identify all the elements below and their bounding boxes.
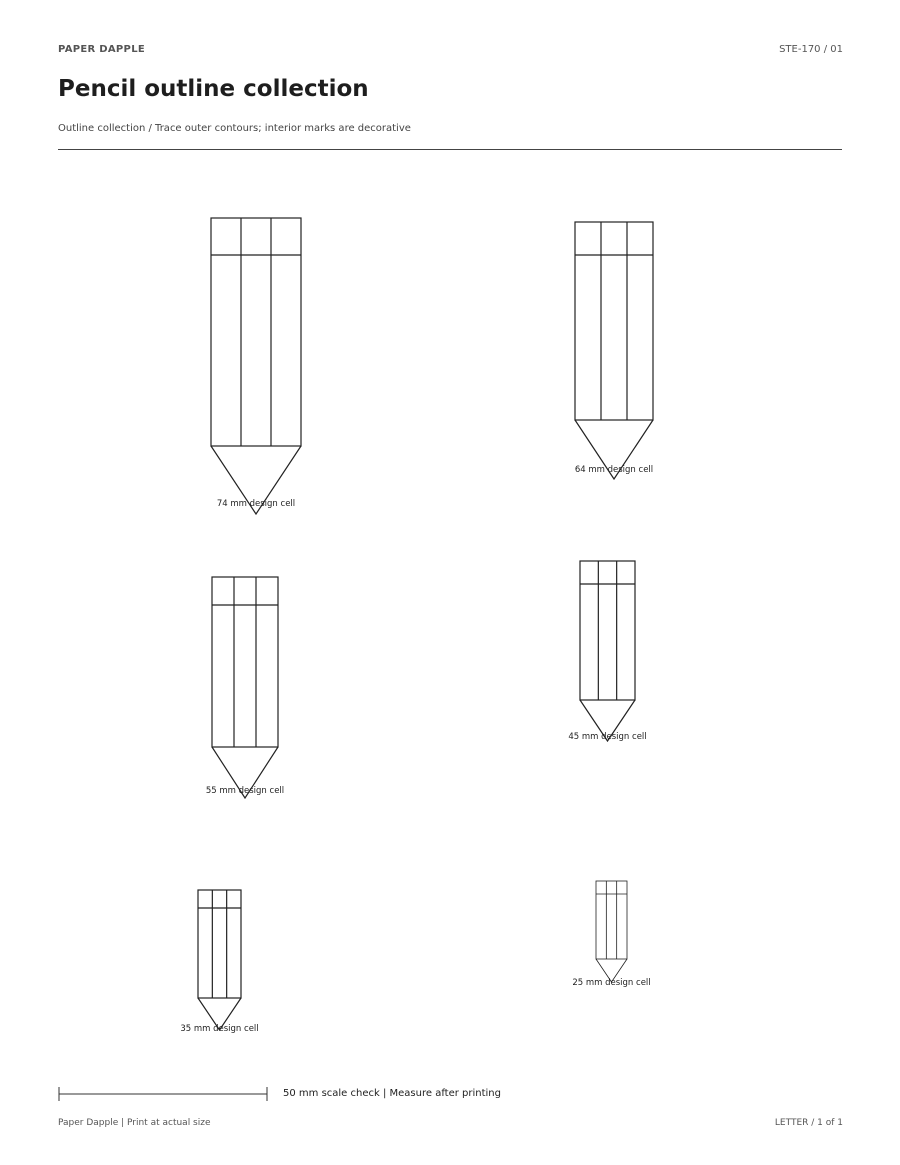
scale-check-label: 50 mm scale check | Measure after printing <box>283 1088 501 1099</box>
document-code: STE-170 / 01 <box>779 44 843 55</box>
pencil-outline-74mm <box>211 218 301 514</box>
pencil-caption-74mm: 74 mm design cell <box>216 499 296 509</box>
pencil-body <box>575 222 653 420</box>
pencil-outline-35mm <box>198 890 241 1030</box>
pencil-body <box>211 218 301 446</box>
pencil-outline-55mm <box>212 577 278 798</box>
pencil-outline-45mm <box>580 561 635 741</box>
page-title: Pencil outline collection <box>58 76 369 102</box>
pencil-outline-64mm <box>575 222 653 479</box>
pencil-body <box>596 881 627 959</box>
pencil-caption-64mm: 64 mm design cell <box>574 465 654 475</box>
brand-name: PAPER DAPPLE <box>58 44 145 55</box>
pencil-caption-55mm: 55 mm design cell <box>205 786 285 796</box>
pencil-caption-45mm: 45 mm design cell <box>568 732 647 742</box>
scale-bar <box>59 1087 267 1101</box>
pencil-body <box>580 561 635 700</box>
footer-page-info: LETTER / 1 of 1 <box>774 1118 843 1128</box>
pencil-caption-25mm: 25 mm design cell <box>572 978 651 988</box>
pencil-body <box>198 890 241 998</box>
pencil-caption-35mm: 35 mm design cell <box>180 1024 259 1034</box>
pencil-outline-25mm <box>596 881 627 982</box>
pencil-body <box>212 577 278 747</box>
page-subtitle: Outline collection / Trace outer contours; interior marks are decorative <box>58 123 411 134</box>
footer-note: Paper Dapple | Print at actual size <box>58 1118 211 1128</box>
